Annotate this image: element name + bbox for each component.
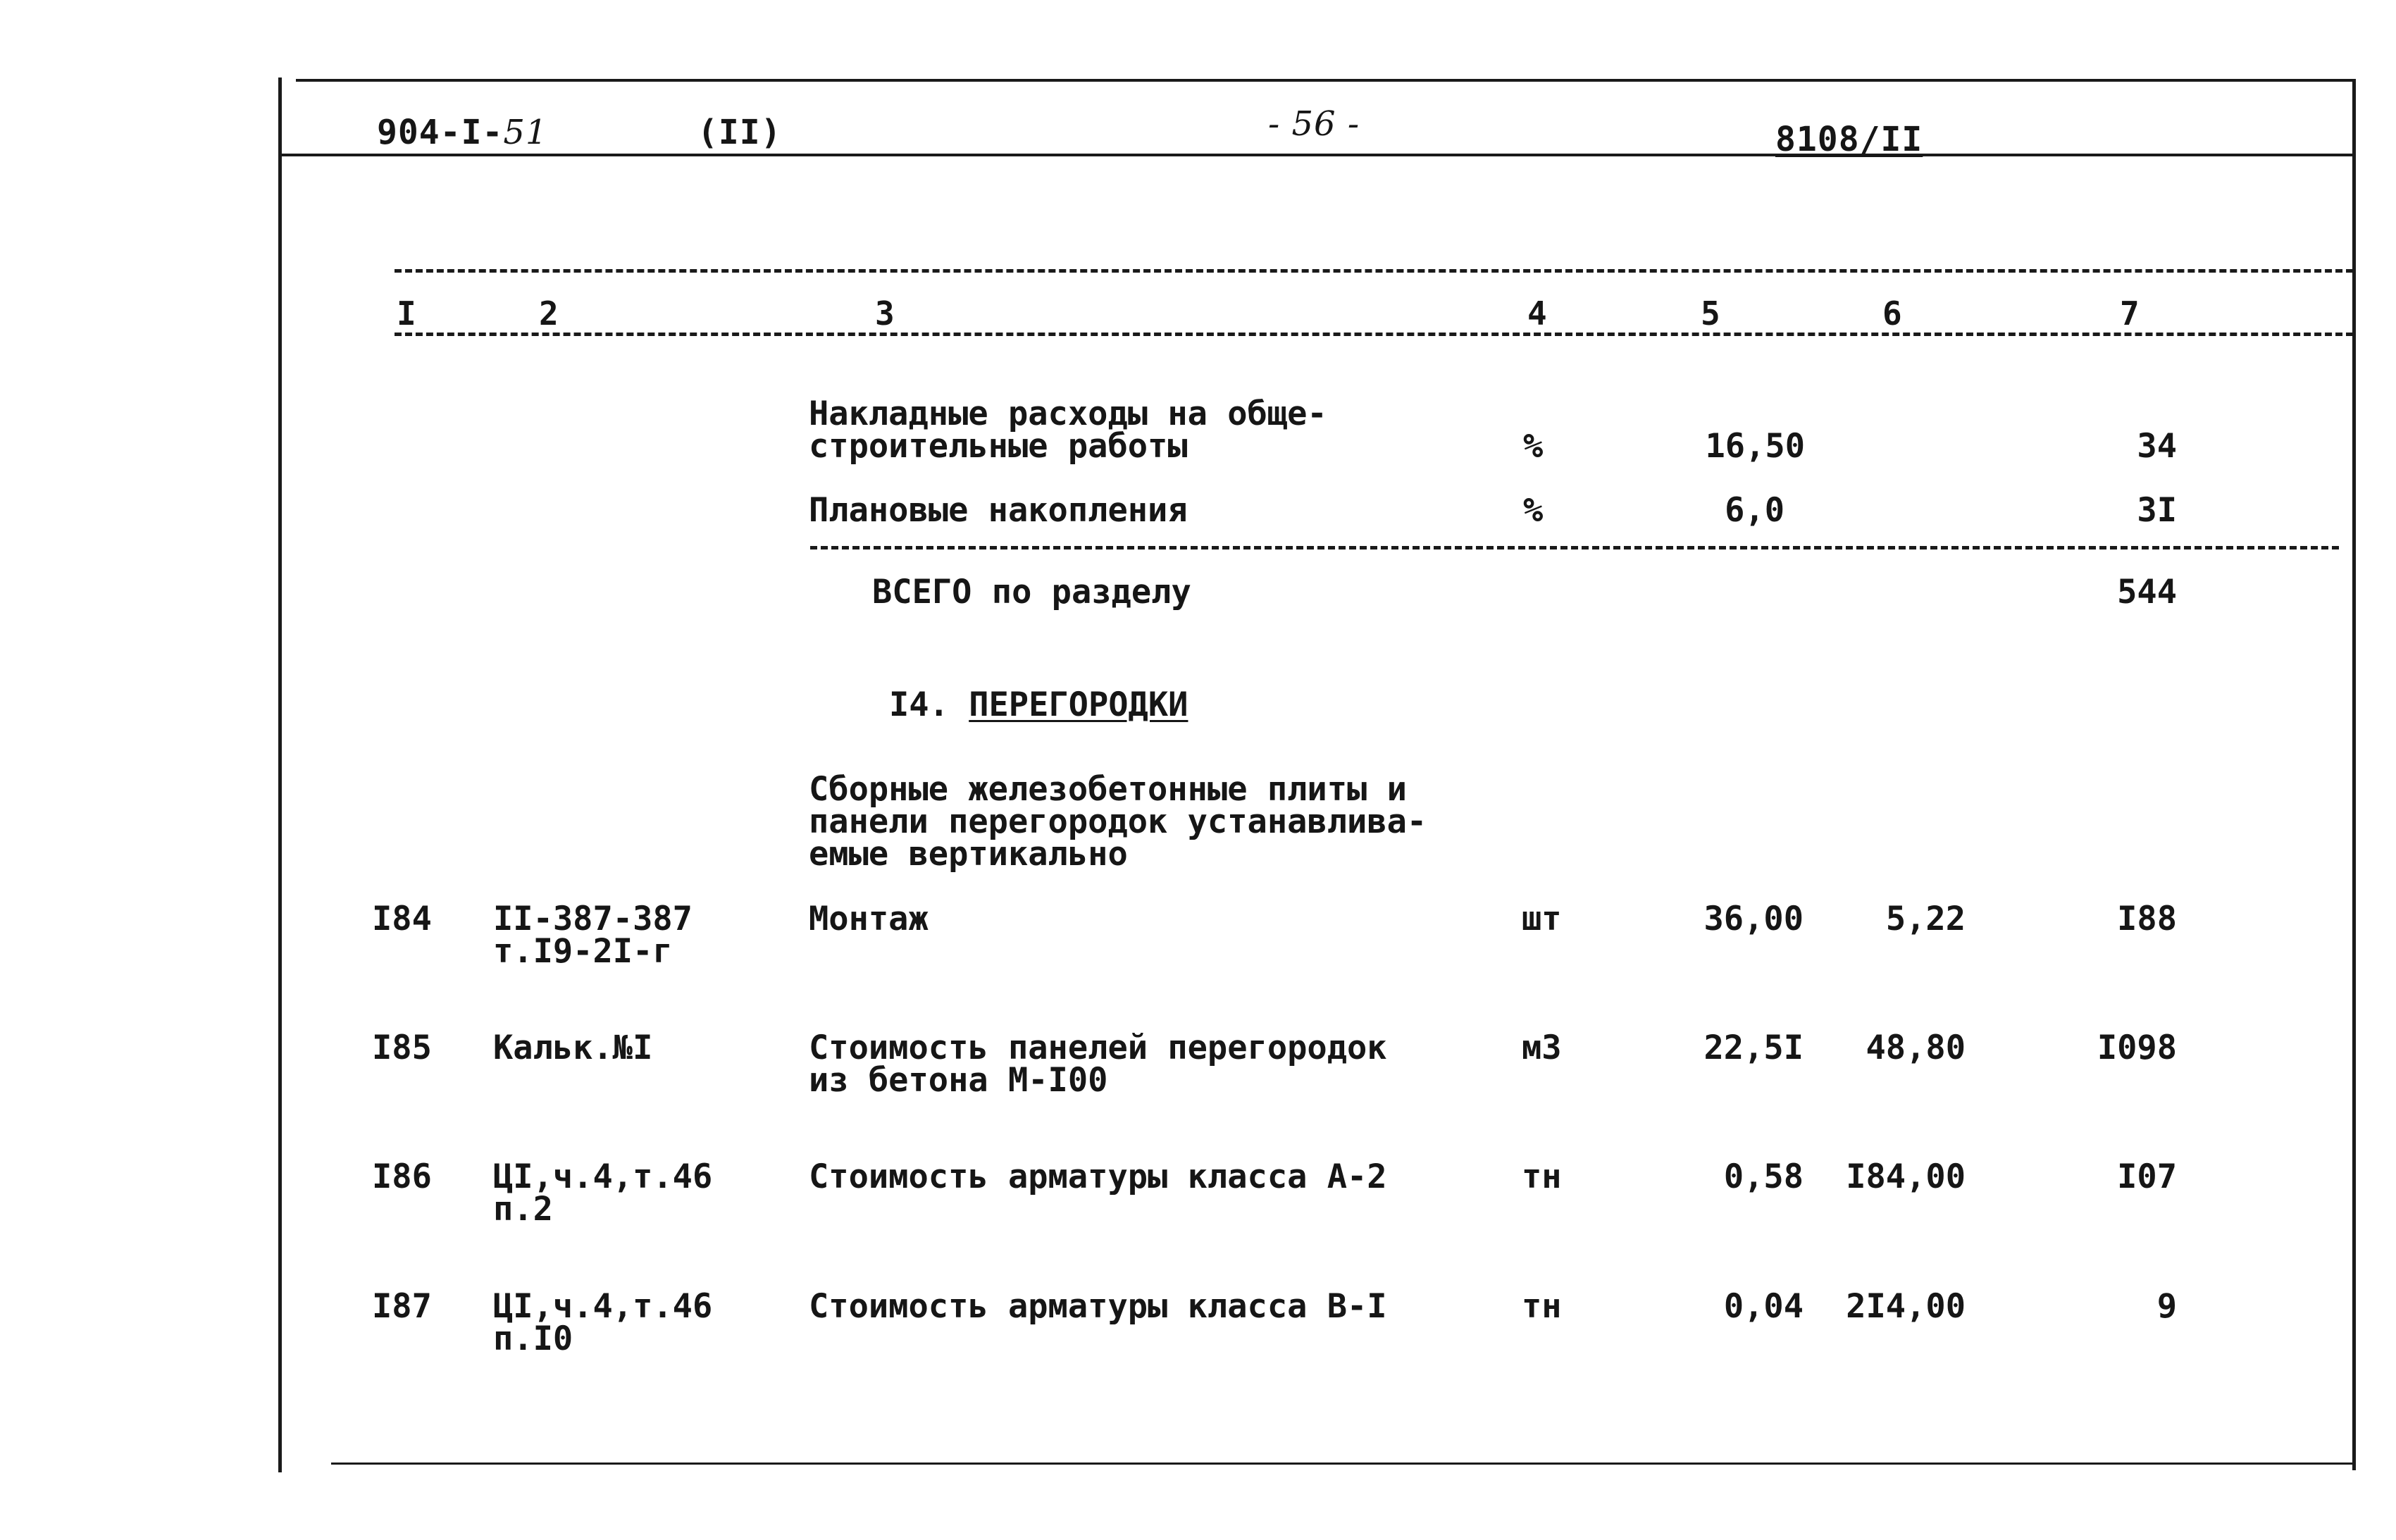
row-description-line2: из бетона М-I00 <box>809 1061 1108 1100</box>
column-number-6: 6 <box>1882 294 1902 333</box>
row-quantity: 36,00 <box>1703 900 1804 938</box>
overheads-label-line1: Накладные расходы на обще- <box>809 395 1327 433</box>
column-number-1: I <box>397 294 416 333</box>
row-total: 9 <box>2156 1287 2177 1326</box>
planned-rate: 6,0 <box>1725 491 1784 530</box>
section-total-value: 544 <box>2117 573 2177 611</box>
row-number: I85 <box>372 1029 432 1067</box>
row-code-line1: Кальк.№I <box>493 1029 653 1067</box>
row-price: 2I4,00 <box>1846 1287 1966 1326</box>
planned-total: 3I <box>2137 491 2177 530</box>
column-number-4: 4 <box>1527 294 1547 333</box>
group-heading-line3: емые вертикально <box>809 835 1128 874</box>
row-code-line1: II-387-387 <box>493 900 693 938</box>
column-header-bottom-rule <box>395 333 2353 336</box>
doc-code-prefix: 904-I- <box>377 113 504 152</box>
column-number-7: 7 <box>2120 294 2140 333</box>
section-heading <box>889 685 1188 724</box>
row-description-line1: Стоимость панелей перегородок <box>809 1029 1387 1067</box>
row-price: 48,80 <box>1866 1029 1966 1067</box>
planned-unit: % <box>1523 491 1544 530</box>
column-header-top-rule <box>395 269 2353 273</box>
frame-right-border <box>2352 79 2356 1470</box>
planned-label: Плановые накопления <box>809 491 1188 530</box>
row-code-line2: п.2 <box>493 1190 553 1229</box>
group-heading-line2: панели перегородок устанавлива- <box>809 802 1427 841</box>
row-code-line1: ЦI,ч.4,т.46 <box>493 1157 713 1196</box>
row-description: Стоимость арматуры класса В-I <box>809 1287 1387 1326</box>
row-total: I88 <box>2117 900 2177 938</box>
doc-code-handwritten: 51 <box>503 113 548 152</box>
row-code-line1: ЦI,ч.4,т.46 <box>493 1287 713 1326</box>
column-number-5: 5 <box>1701 294 1720 333</box>
row-unit: шт <box>1522 900 1562 938</box>
frame-top-border <box>296 79 2354 82</box>
row-price: 5,22 <box>1885 900 1966 938</box>
row-price: I84,00 <box>1846 1157 1966 1196</box>
row-total: I07 <box>2117 1157 2177 1196</box>
section-total-label: ВСЕГО по разделу <box>872 573 1191 611</box>
row-unit: м3 <box>1522 1029 1562 1067</box>
header-rule <box>282 154 2354 156</box>
row-quantity: 22,5I <box>1703 1029 1804 1067</box>
overheads-total: 34 <box>2137 427 2177 466</box>
volume-label: (II) <box>697 113 782 152</box>
row-code-line2: п.I0 <box>493 1319 573 1358</box>
sheet-code: 8108/II <box>1775 120 1923 159</box>
row-number: I86 <box>372 1157 432 1196</box>
frame-left-border <box>278 77 282 1472</box>
doc-code <box>377 113 547 152</box>
row-unit: тн <box>1522 1157 1562 1196</box>
group-heading-line1: Сборные железобетонные плиты и <box>809 770 1407 809</box>
overheads-rate: 16,50 <box>1705 427 1805 466</box>
overheads-label-line2: строительные работы <box>809 427 1188 466</box>
row-quantity: 0,04 <box>1723 1287 1804 1326</box>
row-description: Стоимость арматуры класса А-2 <box>809 1157 1387 1196</box>
page-number: - 56 - <box>1268 104 1360 144</box>
row-description: Монтаж <box>809 900 929 938</box>
row-number: I84 <box>372 900 432 938</box>
column-number-2: 2 <box>539 294 559 333</box>
frame-bottom-border <box>331 1463 2353 1465</box>
row-unit: тн <box>1522 1287 1562 1326</box>
section-number: I4. <box>889 685 949 724</box>
row-quantity: 0,58 <box>1723 1157 1804 1196</box>
row-number: I87 <box>372 1287 432 1326</box>
row-total: I098 <box>2097 1029 2177 1067</box>
row-code-line2: т.I9-2I-г <box>493 932 673 971</box>
overheads-unit: % <box>1523 427 1544 466</box>
section-title: ПЕРЕГОРОДКИ <box>969 685 1188 724</box>
column-number-3: 3 <box>875 294 895 333</box>
subtotal-rule <box>810 546 2339 549</box>
